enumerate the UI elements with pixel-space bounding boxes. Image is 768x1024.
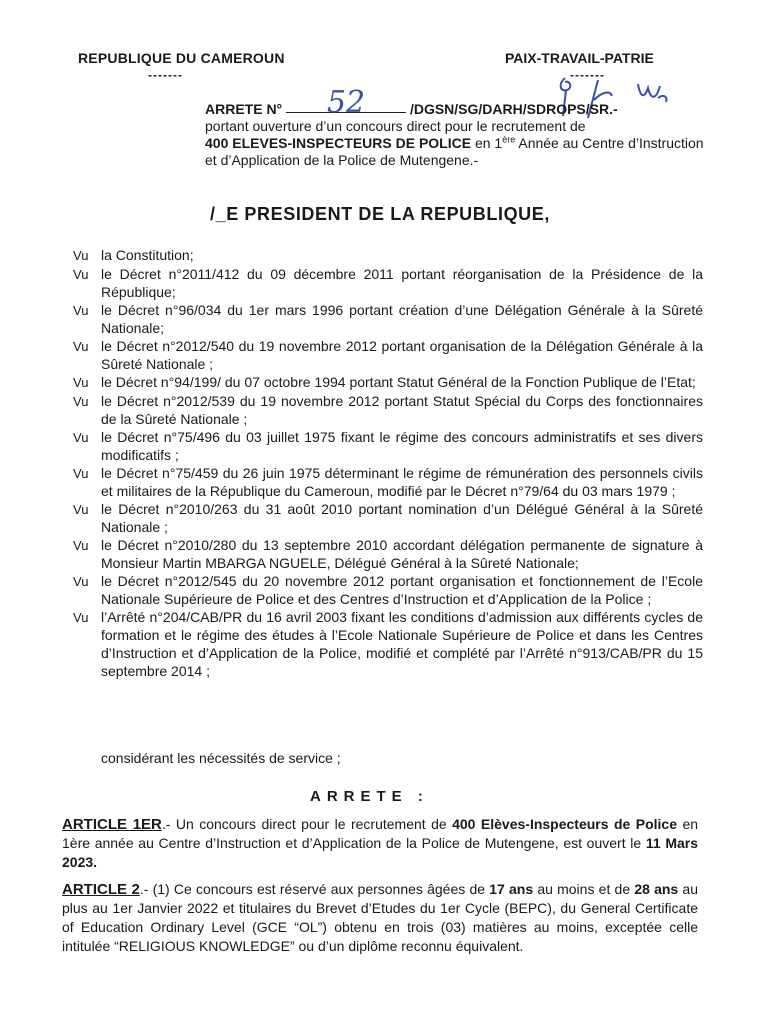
visa-item: Vu l’Arrêté n°204/CAB/PR du 16 avril 2003 fixant les conditions d’admission aux différents cycles de formation et le régime des études à l’Ecole Nationale Supérieure de Police et dans les Centres d’Instruction et d’Application de la Police, modifié et complété par l’Arrêté n°913/CAB/PR du 15 septembre 2014 ; — [73, 609, 703, 679]
subject-line-1: portant ouverture d’un concours direct pour le recrutement de — [205, 118, 586, 134]
decree-reference: /DGSN/SG/DARH/SDROPS/SR.- — [409, 101, 618, 117]
president-title: /_E PRESIDENT DE LA REPUBLIQUE, — [210, 204, 550, 224]
arrete-title: ARRETE : — [310, 788, 429, 805]
visa-item: Vu le Décret n°75/459 du 26 juin 1975 déterminant le régime de rémunération des personnels civils et militaires de la République du Cameroun, modifié par le Décret n°79/64 du 03 mars 1979 ; — [73, 465, 703, 499]
subject-line-2a: en 1 — [471, 135, 503, 151]
header-right-dashes: ------- — [570, 68, 605, 82]
visa-item: Vu le Décret n°2012/545 du 20 novembre 2012 portant organisation et fonctionnement de l’Ecole Nationale Supérieure de Police et des Centres d’Instruction et d’Application de la Police ; — [73, 573, 703, 607]
visa-item: Vu le Décret n°2012/540 du 19 novembre 2012 portant organisation de la Délégation Générale à la Sûreté Nationale ; — [73, 338, 703, 372]
visa-item: Vu le Décret n°94/199/ du 07 octobre 1994 portant Statut Général de la Fonction Publique de l’Etat; — [73, 374, 696, 390]
decree-number: 52 — [286, 94, 406, 113]
article-1-heading: ARTICLE 1ER — [62, 816, 162, 833]
subject-sup: ère — [502, 134, 516, 145]
visas-list — [73, 246, 703, 680]
country-header: REPUBLIQUE DU CAMEROUN — [78, 50, 285, 66]
visa-item: Vu la Constitution; — [73, 247, 194, 263]
visa-item: Vu le Décret n°2010/263 du 31 août 2010 portant nomination d’un Délégué Général à la Sûreté Nationale ; — [73, 501, 703, 535]
visa-item: Vu le Décret n°96/034 du 1er mars 1996 portant création d’une Délégation Générale à la Sûreté Nationale; — [73, 302, 703, 336]
header-left-dashes: ------- — [148, 68, 183, 82]
visa-item: Vu le Décret n°2012/539 du 19 novembre 2012 portant Statut Spécial du Corps des fonctionnaires de la Sûreté Nationale ; — [73, 393, 703, 427]
article-1: ARTICLE 1ER.- Un concours direct pour le recrutement de 400 Elèves-Inspecteurs de Police en 1ère année au Centre d’Instruction et d’Application de la Police de Mutengene, est ouvert le 11 Mars 2023. — [62, 816, 699, 870]
subject-bold: 400 ELEVES-INSPECTEURS DE POLICE — [205, 135, 472, 151]
visa-item: Vu le Décret n°2011/412 du 09 décembre 2011 portant réorganisation de la Présidence de la République; — [73, 266, 703, 300]
subject-line-2b: Année au Centre d’Instruction et d’Application de la Police de Mutengene.- — [205, 135, 704, 168]
article-2-heading: ARTICLE 2 — [62, 881, 140, 898]
motto-header: PAIX-TRAVAIL-PATRIE — [505, 50, 654, 66]
decree-number-line — [205, 85, 618, 120]
visa-item: Vu le Décret n°75/496 du 03 juillet 1975 fixant le régime des concours administratifs et ses divers modificatifs ; — [73, 429, 703, 463]
visa-item: Vu le Décret n°2010/280 du 13 septembre 2010 accordant délégation permanente de signature à Monsieur Martin MBARGA NGUELE, Délégué Général à la Sûreté Nationale; — [73, 537, 703, 571]
article-2: ARTICLE 2.- (1) Ce concours est réservé aux personnes âgées de 17 ans au moins et de 28 ans au plus au 1er Janvier 2022 et titulaires du Brevet d’Etudes du 1er Cycle (BEPC), du General Certificate of Education Ordinary Level (GCE “OL”) obtenu en trois (03) matières au moins, exceptée celle intitulée “RELIGIOUS KNOWLEDGE” ou d’un diplôme reconnu équivalent. — [62, 881, 698, 954]
decree-label: ARRETE N° — [205, 101, 283, 117]
decree-subject — [205, 118, 705, 169]
considerant-text: considérant les nécessités de service ; — [101, 750, 341, 766]
